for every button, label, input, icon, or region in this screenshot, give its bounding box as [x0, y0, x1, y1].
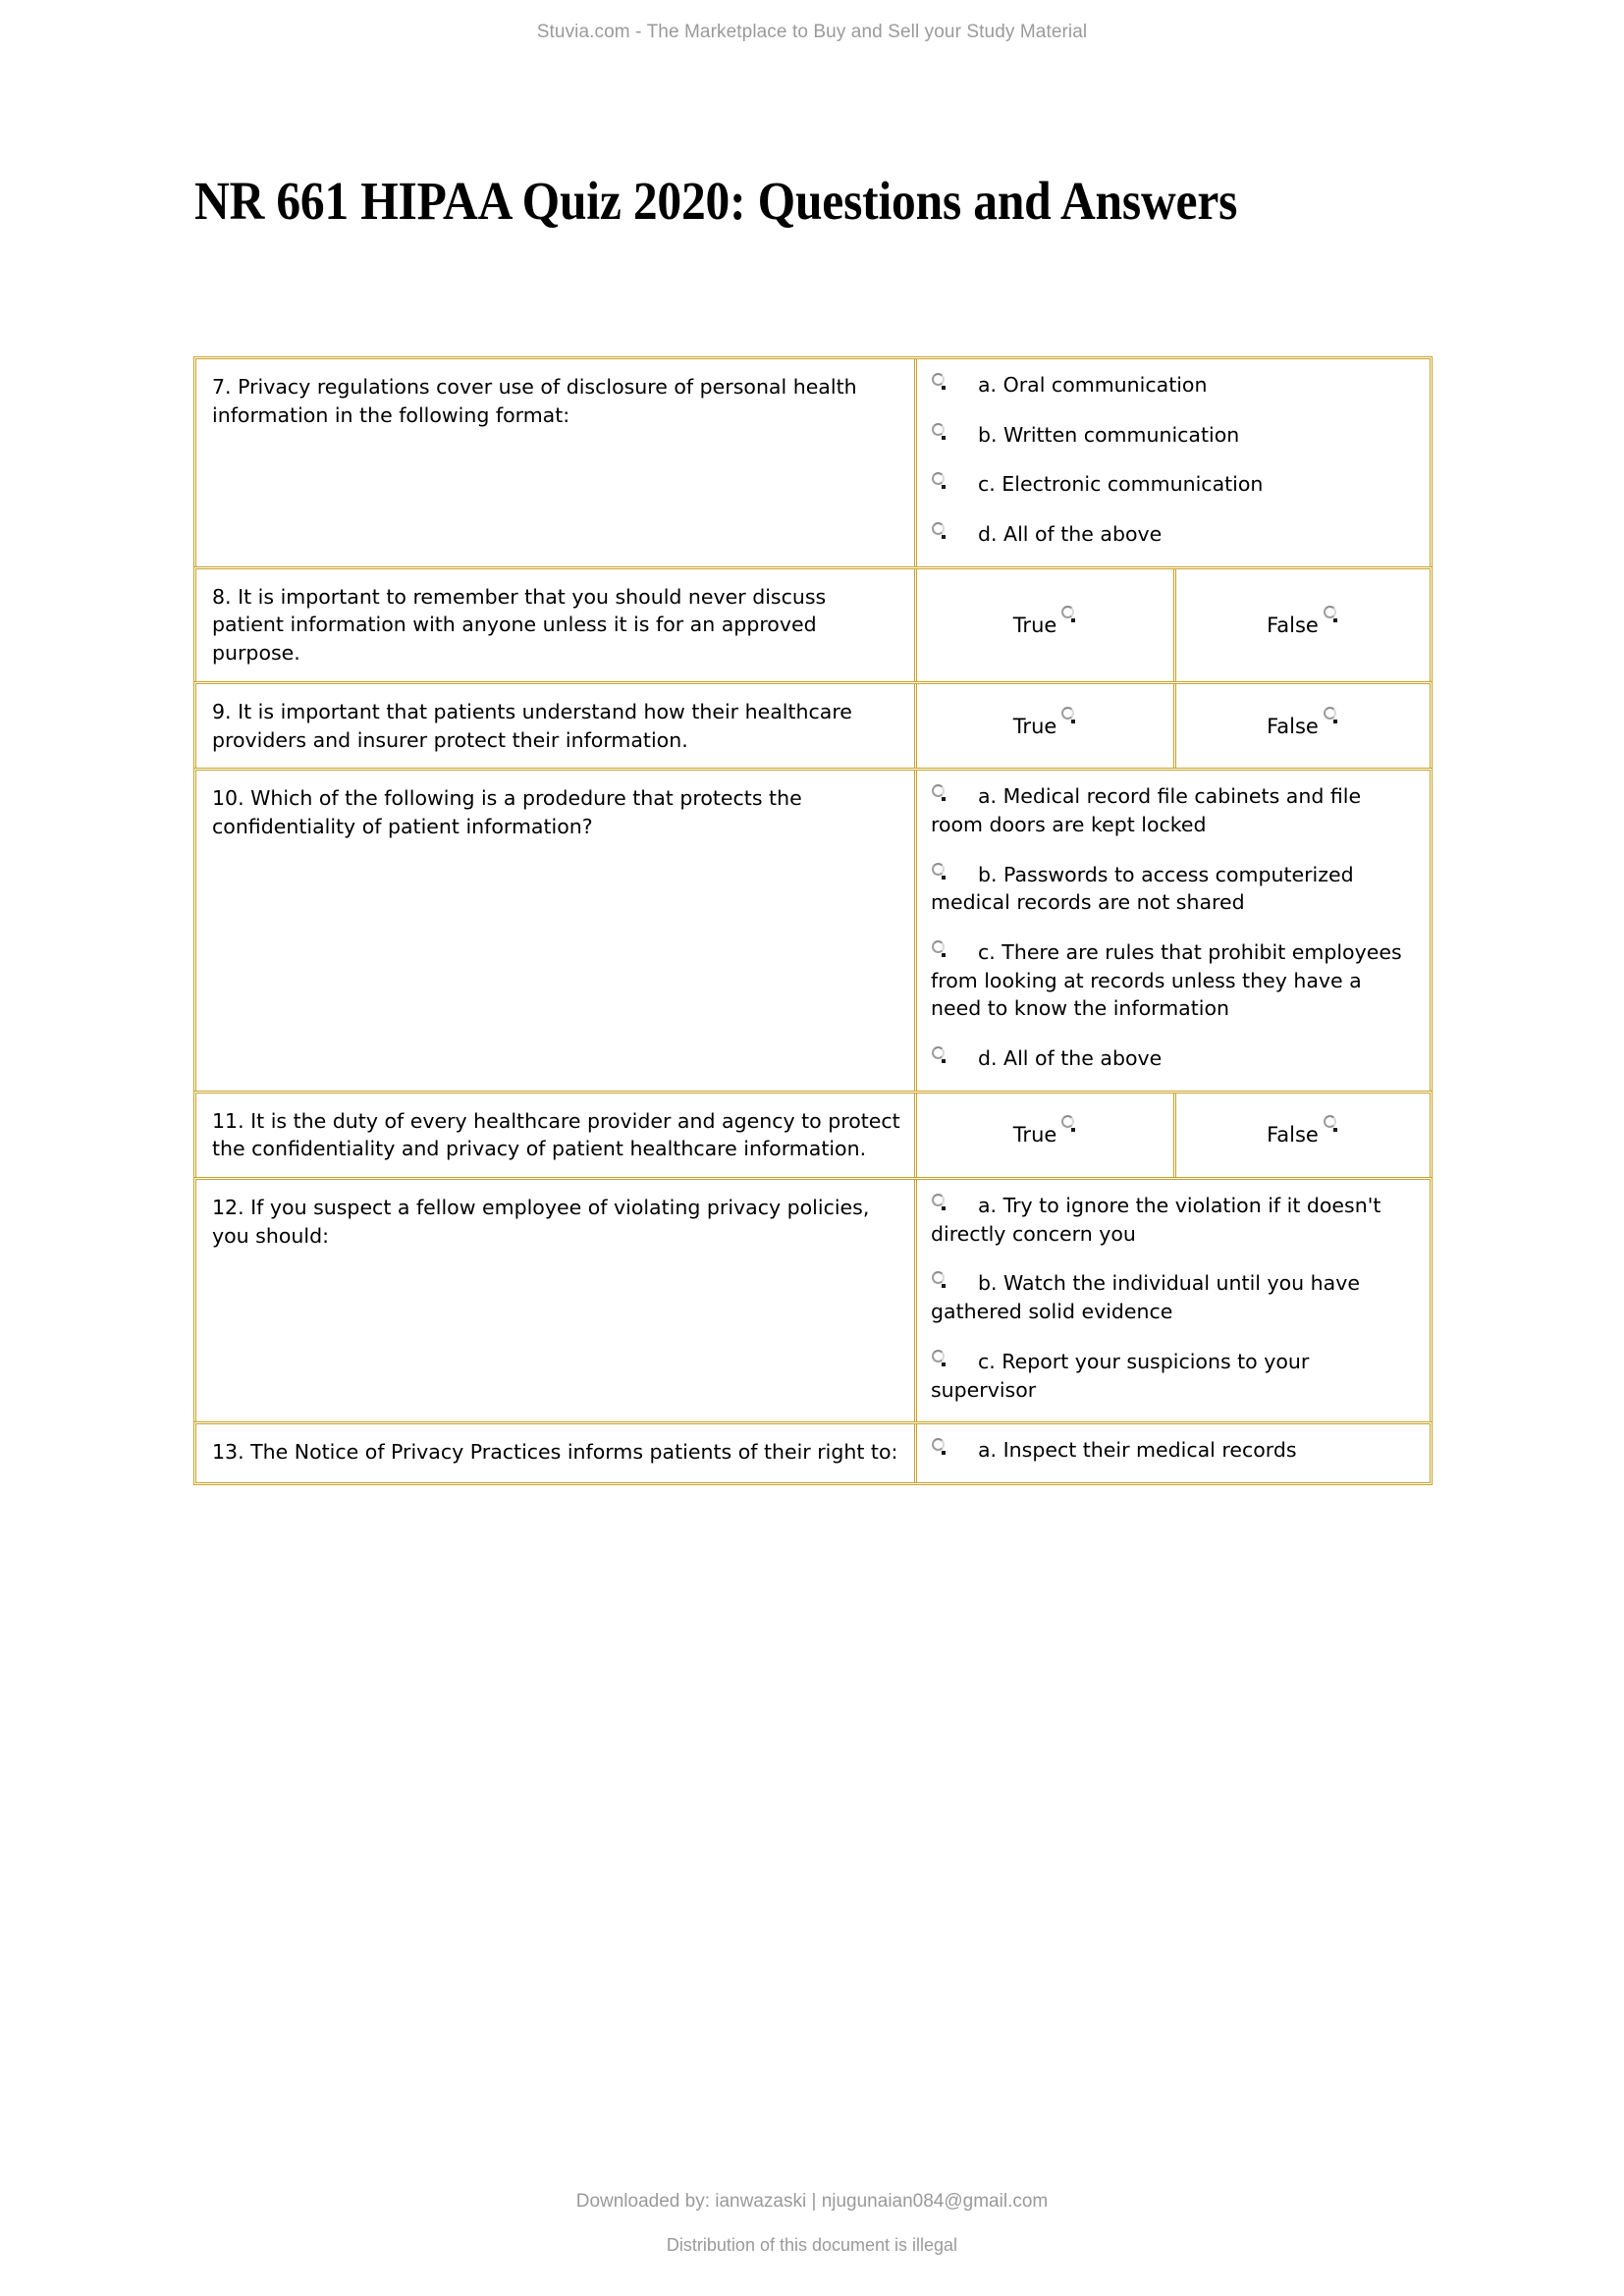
- option-label: c. Electronic communication: [978, 472, 1264, 497]
- table-row: [193, 768, 1433, 1091]
- answer-cell: [917, 1180, 1430, 1421]
- table-row: [193, 1091, 1433, 1177]
- answer-cell: [917, 771, 1430, 1091]
- radio-button-icon[interactable]: [931, 422, 947, 439]
- answer-option[interactable]: [931, 421, 1418, 450]
- radio-button-icon[interactable]: [1060, 1114, 1077, 1131]
- radio-button-icon[interactable]: [1323, 1114, 1339, 1131]
- question-text: 9. It is important that patients understand how their healthcare providers and insurer protect their information.: [212, 699, 852, 752]
- radio-button-icon[interactable]: [1060, 605, 1077, 621]
- answer-option[interactable]: [931, 470, 1418, 499]
- page-title: NR 661 HIPAA Quiz 2020: Questions and Answers: [194, 170, 1238, 231]
- table-row: [193, 681, 1433, 768]
- option-label: b. Watch the individual until you have gathered solid evidence: [931, 1271, 1360, 1324]
- option-label: False: [1267, 714, 1319, 738]
- true-false-answer-group: [917, 569, 1430, 681]
- answer-option-false[interactable]: [1173, 569, 1430, 681]
- option-inner: [1013, 715, 1078, 738]
- footer-distribution-notice: Distribution of this document is illegal: [666, 2235, 958, 2255]
- true-false-answer-group: [917, 1094, 1430, 1177]
- radio-button-icon[interactable]: [931, 783, 947, 800]
- answer-option[interactable]: [931, 938, 1418, 1023]
- radio-button-icon[interactable]: [931, 471, 947, 488]
- option-label: a. Medical record file cabinets and file room doors are kept locked: [931, 784, 1362, 836]
- answer-cell: [917, 359, 1430, 566]
- option-inner: [1267, 715, 1339, 738]
- radio-button-icon[interactable]: [931, 521, 947, 538]
- footer-downloaded-by: Downloaded by: ianwazaski | njugunaian084@gmail.com: [575, 2191, 1049, 2212]
- answer-option[interactable]: [931, 782, 1418, 838]
- answer-option-true[interactable]: [917, 684, 1173, 768]
- question-cell: [196, 771, 917, 1091]
- answer-option[interactable]: [931, 1348, 1418, 1404]
- question-text: 8. It is important to remember that you should never discuss patient information with anyone unless it is for an approved purpose.: [212, 584, 827, 666]
- radio-button-icon[interactable]: [931, 1349, 947, 1365]
- option-label: c. There are rules that prohibit employees from looking at records unless they have a need to know the information: [931, 939, 1402, 1021]
- radio-button-icon[interactable]: [1323, 706, 1339, 722]
- option-inner: [1267, 614, 1339, 637]
- question-text: 11. It is the duty of every healthcare provider and agency to protect the confidentiality and privacy of patient healthcare information.: [212, 1108, 900, 1161]
- radio-button-icon[interactable]: [931, 372, 947, 389]
- true-false-answer-group: [917, 684, 1430, 768]
- radio-button-icon[interactable]: [1323, 605, 1339, 621]
- option-label: a. Oral communication: [978, 373, 1208, 397]
- table-row: [193, 356, 1433, 566]
- question-cell: [196, 1094, 917, 1177]
- answer-cell: [917, 1424, 1430, 1482]
- question-cell: [196, 684, 917, 768]
- answer-option[interactable]: [931, 371, 1418, 400]
- answer-option[interactable]: [931, 1269, 1418, 1325]
- question-text: 10. Which of the following is a prodedure that protects the confidentiality of patient information?: [212, 786, 802, 838]
- radio-button-icon[interactable]: [1060, 706, 1077, 722]
- answer-option-true[interactable]: [917, 569, 1173, 681]
- answer-option[interactable]: [931, 861, 1418, 917]
- question-cell: [196, 1180, 917, 1421]
- answer-option-true[interactable]: [917, 1094, 1173, 1177]
- table-row: [193, 566, 1433, 681]
- option-label: False: [1267, 613, 1319, 637]
- question-text: 7. Privacy regulations cover use of disclosure of personal health information in the following format:: [212, 375, 857, 427]
- option-inner: [1013, 614, 1078, 637]
- quiz-table: [193, 356, 1433, 1485]
- question-cell: [196, 359, 917, 566]
- table-row: [193, 1177, 1433, 1421]
- option-inner: [1013, 1123, 1078, 1147]
- question-cell: [196, 1424, 917, 1482]
- radio-button-icon[interactable]: [931, 1045, 947, 1062]
- option-label: c. Report your suspicions to your supervisor: [931, 1349, 1310, 1402]
- radio-button-icon[interactable]: [931, 1270, 947, 1287]
- option-label: b. Written communication: [978, 422, 1240, 447]
- answer-option[interactable]: [931, 1436, 1418, 1465]
- table-row: [193, 1421, 1433, 1485]
- option-label: a. Inspect their medical records: [978, 1438, 1297, 1463]
- option-label: True: [1012, 1123, 1057, 1148]
- radio-button-icon[interactable]: [931, 939, 947, 956]
- answer-option[interactable]: [931, 1044, 1418, 1073]
- answer-option[interactable]: [931, 520, 1418, 549]
- option-inner: [1267, 1123, 1339, 1147]
- radio-button-icon[interactable]: [931, 862, 947, 879]
- question-text: 12. If you suspect a fellow employee of violating privacy policies, you should:: [212, 1196, 870, 1248]
- question-cell: [196, 569, 917, 681]
- option-label: d. All of the above: [978, 1046, 1163, 1070]
- option-label: False: [1267, 1123, 1319, 1148]
- answer-option-false[interactable]: [1173, 684, 1430, 768]
- radio-button-icon[interactable]: [931, 1437, 947, 1454]
- option-label: True: [1012, 613, 1057, 637]
- option-label: a. Try to ignore the violation if it doesn't directly concern you: [931, 1194, 1381, 1246]
- answer-option-false[interactable]: [1173, 1094, 1430, 1177]
- answer-option[interactable]: [931, 1192, 1418, 1248]
- question-text: 13. The Notice of Privacy Practices informs patients of their right to:: [212, 1440, 898, 1465]
- option-label: b. Passwords to access computerized medical records are not shared: [931, 862, 1354, 915]
- option-label: d. All of the above: [978, 522, 1163, 547]
- radio-button-icon[interactable]: [931, 1193, 947, 1209]
- option-label: True: [1012, 714, 1057, 738]
- stuvia-watermark: Stuvia.com - The Marketplace to Buy and Sell your Study Material: [536, 22, 1088, 42]
